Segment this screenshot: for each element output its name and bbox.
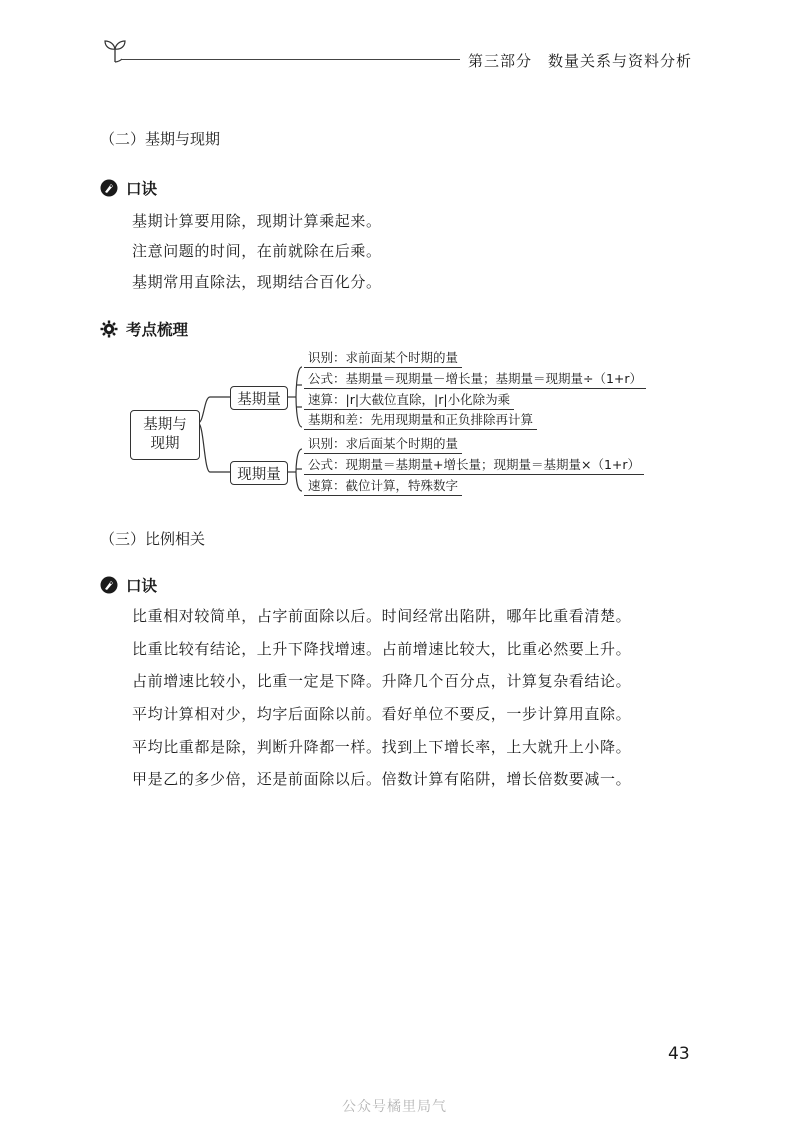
- mnemonic-line: 比重相对较简单，占字前面除以后。时间经常出陷阱，哪年比重看清楚。: [132, 607, 632, 625]
- mindmap-branch-base: 基期量: [230, 386, 288, 410]
- mnemonic-line: 占前增速比较小，比重一定是下降。升降几个百分点，计算复杂看结论。: [132, 672, 632, 690]
- mindmap-leaf: 速算：截位计算，特殊数字: [304, 477, 462, 496]
- mnemonic-header: [100, 177, 157, 199]
- mnemonic-line: 基期常用直除法，现期结合百化分。: [132, 273, 382, 291]
- mnemonic-header: [100, 574, 157, 596]
- mnemonic-title: 口诀: [126, 577, 158, 595]
- gear-icon: [100, 320, 118, 338]
- keypoints-header: [100, 318, 188, 340]
- mindmap-leaf: 公式：现期量＝基期量+增长量；现期量＝基期量×（1+r）: [304, 456, 644, 475]
- mindmap-leaf: 速算：|r|大截位直除，|r|小化除为乘: [304, 391, 514, 410]
- mindmap-leaf: 识别：求后面某个时期的量: [304, 435, 462, 454]
- header-title: 第三部分 数量关系与资料分析: [468, 52, 693, 70]
- mnemonic-line: 比重比较有结论，上升下降找增速。占前增速比较大，比重必然要上升。: [132, 640, 632, 658]
- pen-nib-icon: [100, 179, 118, 197]
- mindmap-root-line: 基期与: [143, 417, 187, 433]
- mnemonic-line: 注意问题的时间，在前就除在后乘。: [132, 242, 382, 260]
- mindmap-root: [130, 410, 200, 460]
- mindmap-root-line: 现期: [150, 436, 180, 452]
- header-rule: [122, 59, 460, 60]
- section-heading: （三）比例相关: [100, 530, 206, 548]
- mindmap-leaf: 基期和差：先用现期量和正负排除再计算: [304, 411, 537, 430]
- pen-nib-icon: [100, 576, 118, 594]
- mnemonic-title: 口诀: [126, 180, 158, 198]
- keypoints-title: 考点梳理: [126, 321, 189, 339]
- mindmap-leaf: 公式：基期量＝现期量－增长量；基期量＝现期量÷（1+r）: [304, 370, 646, 389]
- watermark: 公众号橘里局气: [342, 1099, 447, 1115]
- mnemonic-line: 甲是乙的多少倍，还是前面除以后。倍数计算有陷阱，增长倍数要减一。: [132, 770, 632, 788]
- mindmap-leaf: 识别：求前面某个时期的量: [304, 349, 462, 368]
- keypoints-mindmap: [130, 345, 690, 500]
- mnemonic-line: 平均比重都是除，判断升降都一样。找到上下增长率，上大就升上小降。: [132, 738, 632, 756]
- mindmap-branch-current: 现期量: [230, 461, 288, 485]
- sprout-icon: [100, 38, 130, 64]
- section-heading: （二）基期与现期: [100, 130, 221, 148]
- mnemonic-line: 平均计算相对少，均字后面除以前。看好单位不要反，一步计算用直除。: [132, 705, 632, 723]
- page-number: 43: [668, 1044, 690, 1064]
- mnemonic-line: 基期计算要用除，现期计算乘起来。: [132, 212, 382, 230]
